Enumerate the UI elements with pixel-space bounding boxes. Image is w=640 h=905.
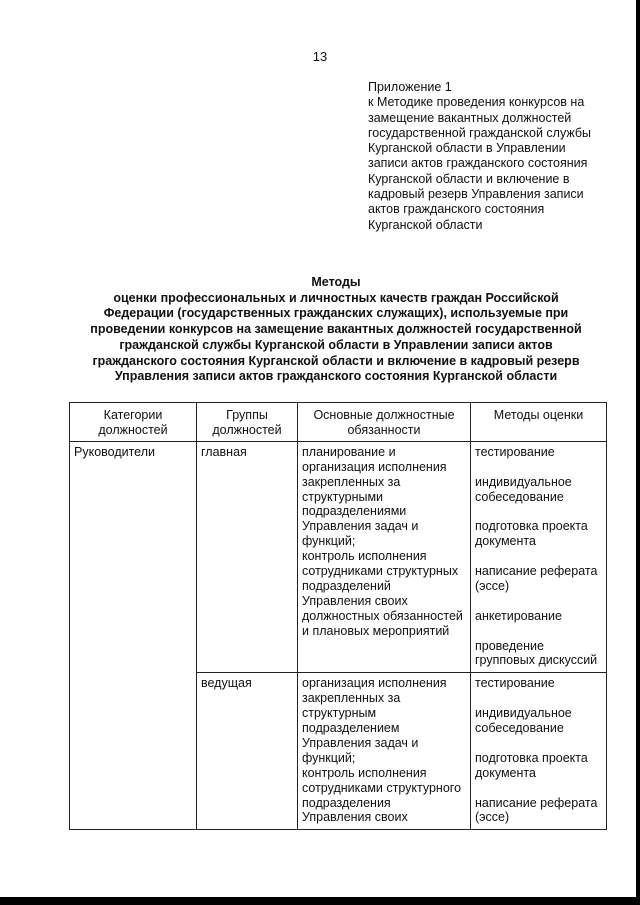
header-line: обязанности xyxy=(347,422,421,437)
appendix-line: записи актов гражданского состояния xyxy=(368,156,588,171)
header-groups xyxy=(197,403,298,442)
methods-cell xyxy=(471,673,607,830)
duty-line: Управления своих xyxy=(302,593,408,608)
duty-line: функций; xyxy=(302,534,356,549)
method-item xyxy=(475,475,604,505)
duty-line: закрепленных за xyxy=(302,474,401,489)
duty-line: Управления своих xyxy=(302,810,408,825)
group-cell: главная xyxy=(197,441,298,673)
duties-cell xyxy=(298,673,471,830)
header-line: Категории xyxy=(103,408,163,422)
header-line: Группы xyxy=(226,408,268,422)
method-item xyxy=(475,564,604,594)
header-line: Основные должностные xyxy=(313,408,455,422)
title-line: гражданской службы Курганской области в Управлении записи актов xyxy=(119,337,553,352)
header-categories xyxy=(70,403,197,442)
method-item xyxy=(475,796,604,826)
duty-line: организация исполнения xyxy=(302,459,447,474)
title-line: Федерации (государственных гражданских служащих), используемые при xyxy=(103,306,569,321)
header-line: должностей xyxy=(212,422,282,437)
appendix-line: Приложение 1 xyxy=(368,80,452,94)
method-line: (эссе) xyxy=(475,810,510,825)
header-methods xyxy=(471,403,607,442)
appendix-line: Курганской области xyxy=(368,217,483,232)
duty-line: сотрудниками структурных xyxy=(302,564,459,579)
method-line: написание реферата xyxy=(475,795,598,810)
duty-line: Управления задач и xyxy=(302,519,419,534)
method-line: проведение xyxy=(475,638,544,653)
methods-cell xyxy=(471,441,607,673)
method-item xyxy=(475,751,604,781)
duty-line: Управления задач и xyxy=(302,735,419,750)
method-line: подготовка проекта xyxy=(475,519,588,534)
method-line: групповых дискуссий xyxy=(475,653,598,668)
title-line: оценки профессиональных и личностных качеств граждан Российской xyxy=(113,290,559,305)
methods-table xyxy=(69,402,607,830)
method-line: (эссе) xyxy=(475,578,510,593)
table-row xyxy=(70,441,607,673)
method-item xyxy=(475,445,604,460)
duty-line: подразделения xyxy=(302,795,391,810)
header-line: Методы оценки xyxy=(493,408,584,422)
appendix-line: кадровый резерв Управления записи xyxy=(368,187,584,202)
duty-line: организация исполнения xyxy=(302,676,447,691)
duty-line: планирование и xyxy=(302,444,396,459)
table-header-row xyxy=(70,403,607,442)
duty-line: структурным xyxy=(302,706,377,721)
method-line: индивидуальное xyxy=(475,706,572,721)
title-line: Управления записи актов гражданского состояния Курганской области xyxy=(114,369,558,384)
appendix-line: Курганской области в Управлении xyxy=(368,141,566,156)
method-line: анкетирование xyxy=(475,608,562,623)
scan-border-bottom xyxy=(0,897,640,905)
method-line: собеседование xyxy=(475,489,564,504)
method-line: тестирование xyxy=(475,676,555,691)
scan-border-right xyxy=(636,0,640,905)
title-line: Методы xyxy=(311,275,361,289)
duty-line: структурными xyxy=(302,489,384,504)
method-item xyxy=(475,706,604,736)
method-line: индивидуальное xyxy=(475,474,572,489)
appendix-line: к Методике проведения конкурсов на xyxy=(368,95,585,110)
duty-line: функций; xyxy=(302,750,356,765)
duty-line: подразделений xyxy=(302,578,391,593)
duty-line: сотрудниками структурного xyxy=(302,780,462,795)
appendix-line: актов гражданского состояния xyxy=(368,202,545,217)
header-duties xyxy=(298,403,471,442)
document-title xyxy=(60,275,612,385)
method-line: написание реферата xyxy=(475,564,598,579)
appendix-line: замещение вакантных должностей xyxy=(368,110,572,125)
appendix-reference xyxy=(368,80,608,233)
method-item xyxy=(475,639,604,669)
method-line: документа xyxy=(475,534,536,549)
category-cell: Руководители xyxy=(70,441,197,830)
duty-line: и плановых мероприятий xyxy=(302,623,450,638)
method-line: тестирование xyxy=(475,444,555,459)
header-line: должностей xyxy=(98,422,168,437)
method-line: подготовка проекта xyxy=(475,750,588,765)
method-item xyxy=(475,676,604,691)
duty-line: должностных обязанностей xyxy=(302,608,463,623)
method-line: документа xyxy=(475,765,536,780)
method-line: собеседование xyxy=(475,721,564,736)
group-cell: ведущая xyxy=(197,673,298,830)
duty-line: подразделением xyxy=(302,721,400,736)
appendix-line: Курганской области и включение в xyxy=(368,171,570,186)
title-line: гражданского состояния Курганской области и включение в кадровый резерв xyxy=(92,353,580,368)
page-number: 13 xyxy=(312,49,328,64)
duty-line: контроль исполнения xyxy=(302,549,427,564)
duty-line: контроль исполнения xyxy=(302,765,427,780)
duties-cell xyxy=(298,441,471,673)
method-item xyxy=(475,609,604,624)
method-item xyxy=(475,519,604,549)
duty-line: подразделениями xyxy=(302,504,407,519)
title-line: проведении конкурсов на замещение вакантных должностей государственной xyxy=(90,322,582,337)
appendix-line: государственной гражданской службы xyxy=(368,125,591,140)
duty-line: закрепленных за xyxy=(302,691,401,706)
